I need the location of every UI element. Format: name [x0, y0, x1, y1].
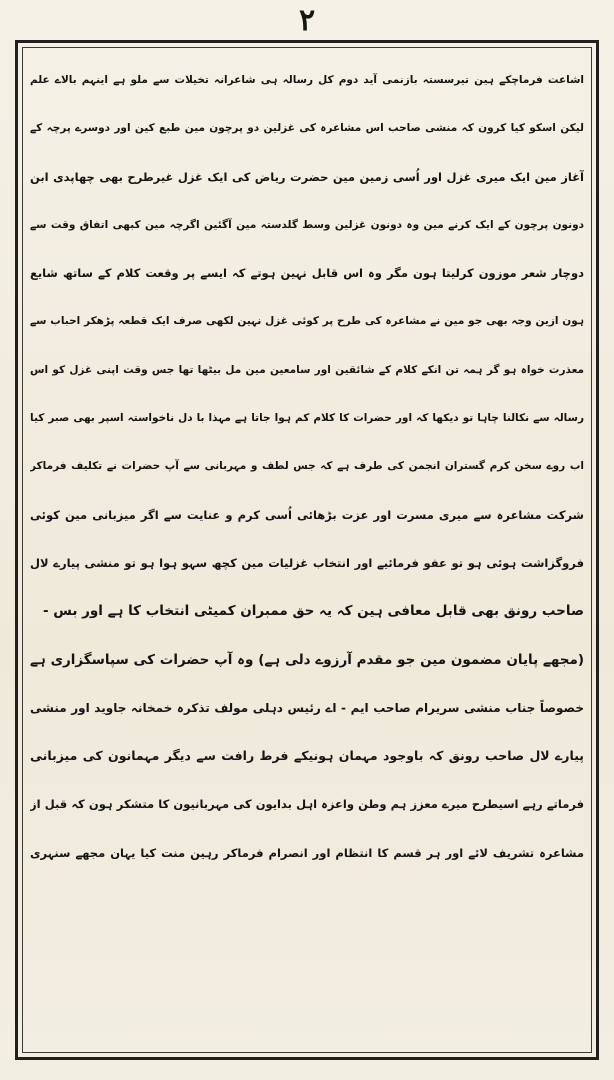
text-line: دونون پرچون کے ایک کرنے مین وہ دونون غزلین وسط گلدستہ مین آگئین اگرچہ مین کبھی اتفاق وقت سے: [30, 218, 584, 231]
text-line: شرکت مشاعرہ سے میری مسرت اور عزت بڑھائی اُسی کرم و عنایت سے اگر میزبانی مین کوئی: [30, 507, 584, 522]
text-line: پیارے لال صاحب رونق کہ باوجود مہمان ہونیکے فرط رافت سے دیگر مہمانون کی میزبانی: [30, 748, 584, 764]
text-line: خصوصاً جناب منشی سریرام صاحب ایم - اے رئیس دہلی مولف تذکرہ خمخانہ جاوید اور منشی: [30, 700, 584, 715]
text-line: دوچار شعر موزون کرلیتا ہون مگر وہ اس قابل نہین ہوتے کہ ایسے پر وقعت کلام کے ساتھ شایع: [30, 266, 584, 281]
text-line: رسالہ سے نکالنا چاہا تو دیکھا کہ اور حضرات کا کلام کم ہوا جاتا ہے مہذا با دل ناخواستہ اسپر بھی صبر کیا: [30, 412, 584, 425]
urdu-text-block: [30, 56, 584, 1046]
text-line: آغاز مین ایک میری غزل اور اُسی زمین مین حضرت ریاض کی ایک غزل غیرطرح بھی چھاپدی ابن: [30, 169, 584, 184]
page-number: ۲: [298, 3, 316, 38]
text-line: (مجھے پایان مضمون مین جو مقدم آرزوے دلی ہے) وہ آپ حضرات کی سپاسگزاری ہے: [30, 651, 584, 668]
text-line: معذرت خواہ ہو گر ہمہ تن انکے کلام کے شائقین اور سامعین مین مل بیٹھا تھا جس وقت اپنی غزل کو اس: [30, 363, 584, 376]
text-line: فروگزاشت ہوئی ہو تو عفو فرمائیے اور انتخاب غزلیات مین کچھ سہو ہوا ہو تو منشی پیارے لال: [30, 555, 584, 570]
text-line: صاحب رونق بھی قابل معافی ہین کہ یہ حق ممبران کمیٹی انتخاب کا ہے اور بس -: [42, 603, 584, 620]
text-line: فرماتے رہے اسیطرح میرے معزز ہم وطن واعزہ اہل بدایون کی مہربانیون کا متشکر ہون کہ قبل از: [30, 797, 584, 812]
text-line: ہون ازین وجہ بھی جو مین نے مشاعرہ کی طرح پر کوئی غزل نہین لکھی صرف ایک قطعہ پڑھکر احباب سے: [30, 315, 584, 328]
text-line: مشاعرہ تشریف لائے اور ہر قسم کا انتظام اور انصرام فرماکر رہین منت کیا یہان مجھے سنہری: [30, 845, 584, 860]
text-line: اشاعت فرماچکے ہین تیرسستہ بازنمی آید دوم کل رسالہ ہی شاعرانہ تخیلات سے ملو ہے اینہم بالاے علم: [30, 74, 584, 86]
text-line: لیکن اسکو کیا کرون کہ منشی صاحب اس مشاعرہ کی غزلین دو پرچون مین طبع کین اور دوسرے پرچہ کے: [30, 122, 584, 135]
text-line: اب روے سخن کرم گستران انجمن کی طرف ہے کہ جس لطف و مہربانی سے آپ حضرات نے تکلیف فرماکر: [30, 460, 584, 473]
